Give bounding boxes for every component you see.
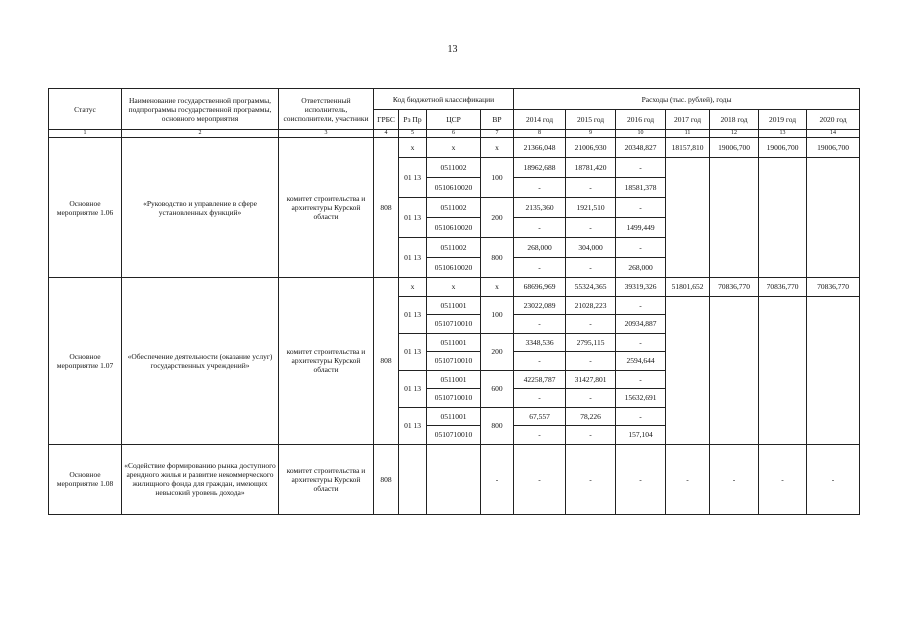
csr-cell xyxy=(427,444,481,514)
csr-cell: 0511001 xyxy=(427,370,481,389)
header-name: Наименование государственной программы, подпрограммы государственной программы, основного мероприятия xyxy=(122,89,279,130)
value-cell: - xyxy=(566,178,616,198)
value-cell: 68696,969 xyxy=(514,278,566,297)
value-cell: 19006,700 xyxy=(710,138,759,158)
vr-cell: 200 xyxy=(481,198,514,238)
header-year: 2017 год xyxy=(666,110,710,130)
value-cell: - xyxy=(514,389,566,408)
value-cell: 19006,700 xyxy=(759,138,807,158)
rzpr-cell: х xyxy=(399,278,427,297)
empty-cell xyxy=(807,158,860,278)
rzpr-cell: 01 13 xyxy=(399,333,427,370)
empty-cell xyxy=(759,296,807,444)
col-number: 3 xyxy=(279,130,374,138)
header-expenses: Расходы (тыс. рублей), годы xyxy=(514,89,860,110)
value-cell: 2795,115 xyxy=(566,333,616,352)
value-cell: 21006,930 xyxy=(566,138,616,158)
col-number: 8 xyxy=(514,130,566,138)
value-cell: 51801,652 xyxy=(666,278,710,297)
empty-cell xyxy=(666,296,710,444)
value-cell: 15632,691 xyxy=(616,389,666,408)
csr-cell: 0511002 xyxy=(427,238,481,258)
header-csr: ЦСР xyxy=(427,110,481,130)
vr-cell: 600 xyxy=(481,370,514,407)
csr-cell: 0511001 xyxy=(427,407,481,426)
value-cell: - xyxy=(514,315,566,334)
header-year: 2014 год xyxy=(514,110,566,130)
vr-cell: 200 xyxy=(481,333,514,370)
empty-cell xyxy=(807,296,860,444)
header-grbs: ГРБС xyxy=(374,110,399,130)
csr-cell: 0511001 xyxy=(427,296,481,315)
value-cell: 70836,770 xyxy=(710,278,759,297)
csr-cell: 0511002 xyxy=(427,198,481,218)
header-year: 2019 год xyxy=(759,110,807,130)
col-number: 2 xyxy=(122,130,279,138)
value-cell: 70836,770 xyxy=(807,278,860,297)
value-cell: - xyxy=(514,444,566,514)
col-number: 11 xyxy=(666,130,710,138)
executor-cell: комитет строительства и архитектуры Курской области xyxy=(279,278,374,445)
value-cell: - xyxy=(666,444,710,514)
col-number: 4 xyxy=(374,130,399,138)
vr-cell: 100 xyxy=(481,296,514,333)
value-cell: - xyxy=(566,352,616,371)
value-cell: 157,104 xyxy=(616,426,666,445)
header-executor: Ответственный исполнитель, соисполнители, участники xyxy=(279,89,374,130)
value-cell: - xyxy=(616,296,666,315)
value-cell: - xyxy=(616,238,666,258)
csr-cell: 0511001 xyxy=(427,333,481,352)
csr-cell: 0510710010 xyxy=(427,426,481,445)
csr-cell: х xyxy=(427,138,481,158)
vr-cell: - xyxy=(481,444,514,514)
value-cell: 67,557 xyxy=(514,407,566,426)
status-cell: Основное мероприятие 1.08 xyxy=(49,444,122,514)
vr-cell: 100 xyxy=(481,158,514,198)
value-cell: - xyxy=(616,198,666,218)
header-vr: ВР xyxy=(481,110,514,130)
header-budget-code: Код бюджетной классификации xyxy=(374,89,514,110)
value-cell: 39319,326 xyxy=(616,278,666,297)
header-status: Статус xyxy=(49,89,122,130)
value-cell: - xyxy=(616,370,666,389)
csr-cell: 0510610020 xyxy=(427,258,481,278)
value-cell: 70836,770 xyxy=(759,278,807,297)
col-number: 14 xyxy=(807,130,860,138)
csr-cell: х xyxy=(427,278,481,297)
header-rzpr: Рз Пр xyxy=(399,110,427,130)
name-cell: «Обеспечение деятельности (оказание услуг) государственных учреждений» xyxy=(122,278,279,445)
csr-cell: 0510710010 xyxy=(427,315,481,334)
grbs-cell: 808 xyxy=(374,278,399,445)
value-cell: - xyxy=(616,158,666,178)
executor-cell: комитет строительства и архитектуры Курской области xyxy=(279,138,374,278)
expenses-table xyxy=(48,88,860,515)
value-cell: - xyxy=(710,444,759,514)
col-number: 5 xyxy=(399,130,427,138)
value-cell: - xyxy=(566,258,616,278)
value-cell: 2594,644 xyxy=(616,352,666,371)
value-cell: 2135,360 xyxy=(514,198,566,218)
grbs-cell: 808 xyxy=(374,444,399,514)
rzpr-cell: х xyxy=(399,138,427,158)
value-cell: 3348,536 xyxy=(514,333,566,352)
col-number: 1 xyxy=(49,130,122,138)
status-cell: Основное мероприятие 1.07 xyxy=(49,278,122,445)
value-cell: - xyxy=(566,315,616,334)
value-cell: 78,226 xyxy=(566,407,616,426)
value-cell: 21028,223 xyxy=(566,296,616,315)
value-cell: 304,000 xyxy=(566,238,616,258)
value-cell: 31427,801 xyxy=(566,370,616,389)
rzpr-cell: 01 13 xyxy=(399,407,427,444)
value-cell: - xyxy=(616,333,666,352)
col-number: 7 xyxy=(481,130,514,138)
header-year: 2020 год xyxy=(807,110,860,130)
grbs-cell: 808 xyxy=(374,138,399,278)
value-cell: - xyxy=(566,426,616,445)
name-cell: «Содействие формированию рынка доступного арендного жилья и развитие некоммерческого жилищного фонда для граждан, имеющих невысокий уровень дохода» xyxy=(122,444,279,514)
vr-cell: 800 xyxy=(481,238,514,278)
empty-cell xyxy=(666,158,710,278)
empty-cell xyxy=(710,158,759,278)
value-cell: 18781,420 xyxy=(566,158,616,178)
empty-cell xyxy=(759,158,807,278)
vr-cell: х xyxy=(481,278,514,297)
value-cell: - xyxy=(514,258,566,278)
header-year: 2018 год xyxy=(710,110,759,130)
value-cell: - xyxy=(514,218,566,238)
value-cell: 268,000 xyxy=(616,258,666,278)
vr-cell: 800 xyxy=(481,407,514,444)
value-cell: 20348,827 xyxy=(616,138,666,158)
header-year: 2015 год xyxy=(566,110,616,130)
header-year: 2016 год xyxy=(616,110,666,130)
csr-cell: 0511002 xyxy=(427,158,481,178)
rzpr-cell: 01 13 xyxy=(399,198,427,238)
value-cell: 20934,887 xyxy=(616,315,666,334)
empty-cell xyxy=(710,296,759,444)
value-cell: 42258,787 xyxy=(514,370,566,389)
value-cell: 18962,688 xyxy=(514,158,566,178)
value-cell: 1499,449 xyxy=(616,218,666,238)
value-cell: 23022,089 xyxy=(514,296,566,315)
col-number: 13 xyxy=(759,130,807,138)
value-cell: 268,000 xyxy=(514,238,566,258)
value-cell: - xyxy=(616,444,666,514)
rzpr-cell: 01 13 xyxy=(399,296,427,333)
value-cell: - xyxy=(514,426,566,445)
vr-cell: х xyxy=(481,138,514,158)
col-number: 10 xyxy=(616,130,666,138)
value-cell: 55324,365 xyxy=(566,278,616,297)
value-cell: - xyxy=(616,407,666,426)
executor-cell: комитет строительства и архитектуры Курской области xyxy=(279,444,374,514)
col-number: 9 xyxy=(566,130,616,138)
value-cell: - xyxy=(807,444,860,514)
col-number: 12 xyxy=(710,130,759,138)
value-cell: 1921,510 xyxy=(566,198,616,218)
status-cell: Основное мероприятие 1.06 xyxy=(49,138,122,278)
value-cell: - xyxy=(514,352,566,371)
value-cell: 18581,378 xyxy=(616,178,666,198)
page-number: 13 xyxy=(447,44,458,55)
csr-cell: 0510610020 xyxy=(427,178,481,198)
rzpr-cell: 01 13 xyxy=(399,158,427,198)
value-cell: - xyxy=(759,444,807,514)
value-cell: 18157,810 xyxy=(666,138,710,158)
rzpr-cell: 01 13 xyxy=(399,238,427,278)
col-number: 6 xyxy=(427,130,481,138)
rzpr-cell xyxy=(399,444,427,514)
value-cell: - xyxy=(514,178,566,198)
rzpr-cell: 01 13 xyxy=(399,370,427,407)
value-cell: - xyxy=(566,444,616,514)
csr-cell: 0510710010 xyxy=(427,389,481,408)
value-cell: 19006,700 xyxy=(807,138,860,158)
value-cell: 21366,048 xyxy=(514,138,566,158)
csr-cell: 0510710010 xyxy=(427,352,481,371)
value-cell: - xyxy=(566,218,616,238)
value-cell: - xyxy=(566,389,616,408)
csr-cell: 0510610020 xyxy=(427,218,481,238)
name-cell: «Руководство и управление в сфере установленных функций» xyxy=(122,138,279,278)
